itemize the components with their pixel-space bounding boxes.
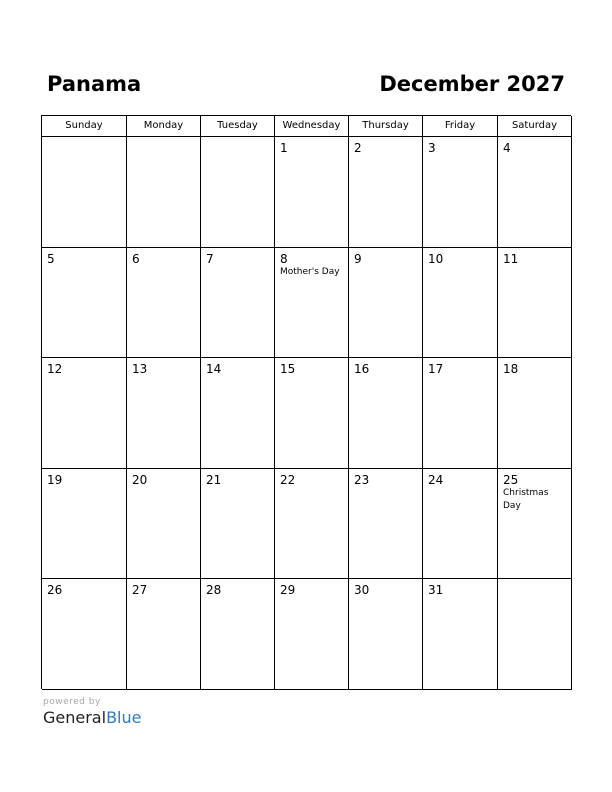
day-number: 14 [206,362,222,377]
day-cell-empty [42,137,127,248]
weekday-header-monday: Monday [127,116,201,137]
holiday-label: Mother's Day [280,266,340,277]
day-cell-24 [423,469,498,580]
day-number: 1 [280,141,288,155]
day-cell-22 [275,469,349,580]
day-number: 23 [354,472,370,487]
day-cell-25 [498,469,572,580]
brand-blue-text: Blue [106,708,142,727]
day-number: 13 [132,362,148,377]
day-number: 19 [47,472,63,487]
weekday-header-wednesday: Wednesday [275,116,349,137]
day-number: 24 [428,472,444,487]
day-cell-17 [423,358,498,469]
day-number: 28 [206,583,222,598]
day-number: 10 [428,251,444,266]
day-number: 22 [280,472,296,487]
day-cell-28 [201,579,275,690]
day-number: 5 [47,251,55,266]
weekday-header-saturday: Saturday [498,116,572,137]
day-number: 17 [428,362,444,377]
day-cell-empty [127,137,201,248]
day-number: 11 [503,251,519,266]
day-cell-empty [201,137,275,248]
day-number: 12 [47,362,63,377]
day-cell-27 [127,579,201,690]
day-cell-6 [127,248,201,359]
day-cell-1 [275,137,349,248]
day-number: 9 [354,251,362,266]
day-cell-8 [275,248,349,359]
day-number: 20 [132,472,148,487]
day-cell-31 [423,579,498,690]
weekday-header-tuesday: Tuesday [201,116,275,137]
day-cell-21 [201,469,275,580]
weekday-header-thursday: Thursday [349,116,423,137]
day-number: 29 [280,583,296,598]
day-number: 8 [280,251,288,266]
day-number: 25 [503,472,519,487]
day-number: 6 [132,251,140,266]
day-cell-9 [349,248,423,359]
powered-by-label: powered by [43,697,101,707]
brand-general-text: General [43,708,107,727]
day-cell-15 [275,358,349,469]
day-cell-2 [349,137,423,248]
country-title: Panama [47,72,142,96]
day-number: 7 [206,251,214,266]
day-number: 30 [354,583,370,598]
day-number: 27 [132,583,148,598]
day-number: 15 [280,362,296,377]
month-year-title: December 2027 [379,72,565,96]
weekday-header-friday: Friday [423,116,498,137]
day-cell-30 [349,579,423,690]
day-number: 3 [428,141,436,155]
day-cell-14 [201,358,275,469]
day-number: 16 [354,362,370,377]
day-cell-7 [201,248,275,359]
day-cell-4 [498,137,572,248]
day-number: 31 [428,583,444,598]
day-cell-3 [423,137,498,248]
day-cell-5 [42,248,127,359]
weekday-header-sunday: Sunday [42,116,127,137]
day-cell-12 [42,358,127,469]
day-number: 2 [354,141,362,155]
day-number: 21 [206,472,222,487]
day-cell-10 [423,248,498,359]
day-cell-29 [275,579,349,690]
day-cell-19 [42,469,127,580]
day-number: 18 [503,362,519,377]
day-number: 26 [47,583,63,598]
day-cell-23 [349,469,423,580]
day-cell-empty [498,579,572,690]
day-cell-26 [42,579,127,690]
generalblue-logo[interactable] [43,708,141,728]
day-cell-13 [127,358,201,469]
calendar-grid [41,115,571,689]
day-cell-18 [498,358,572,469]
day-number: 4 [503,141,511,155]
day-cell-20 [127,469,201,580]
day-cell-11 [498,248,572,359]
footer-branding [43,697,141,728]
day-cell-16 [349,358,423,469]
holiday-label: Christmas Day [503,487,549,511]
